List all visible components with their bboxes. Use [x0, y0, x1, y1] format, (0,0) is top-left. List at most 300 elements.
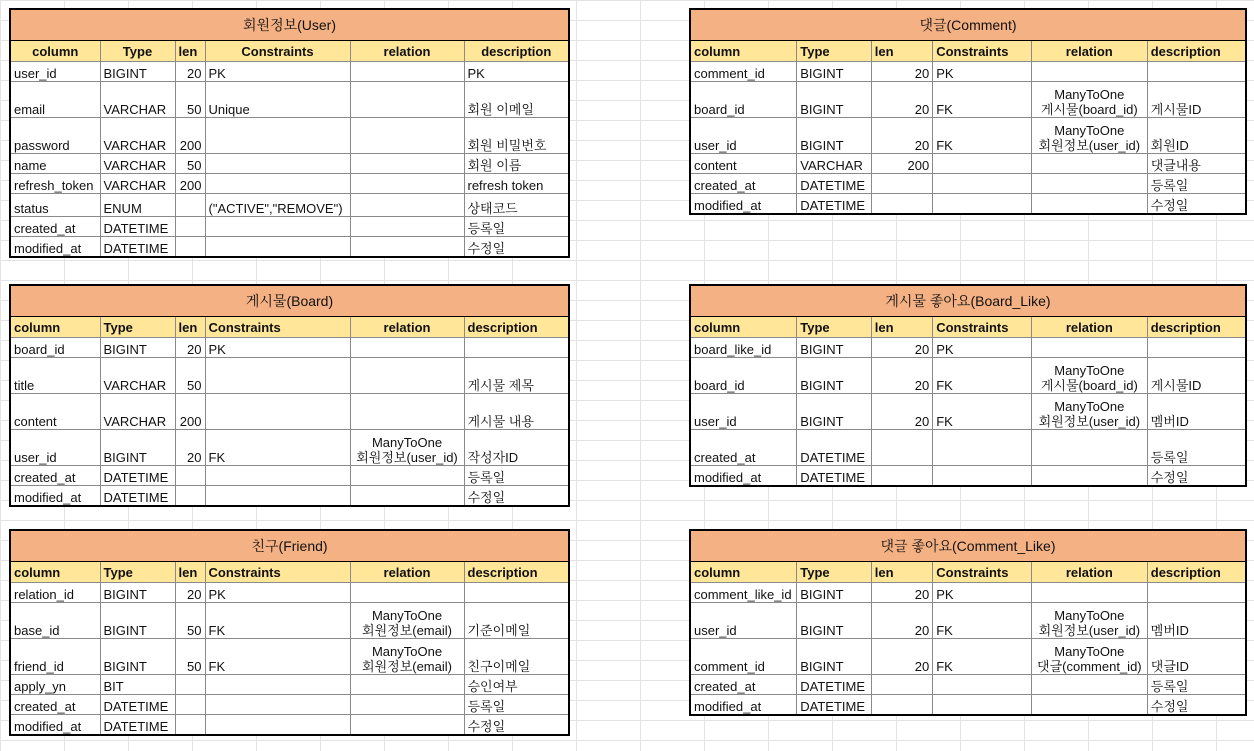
relation-target: 회원정보(user_id) [1038, 138, 1141, 153]
cell-len[interactable] [175, 194, 205, 217]
comment-like-table [689, 529, 1247, 716]
cell-constraints[interactable]: PK [933, 62, 1032, 82]
cell-description[interactable]: 회원 비밀번호 [464, 118, 569, 154]
cell-column[interactable]: user_id [690, 394, 797, 430]
cell-constraints[interactable] [205, 118, 350, 154]
cell-len[interactable]: 200 [175, 118, 205, 154]
cell-relation[interactable] [350, 394, 464, 430]
header-description[interactable]: description [464, 41, 569, 62]
cell-description[interactable]: 등록일 [464, 466, 569, 486]
cell-constraints[interactable]: FK [933, 118, 1032, 154]
table-header-row [690, 562, 1246, 583]
cell-relation[interactable] [350, 430, 464, 466]
cell-constraints[interactable]: PK [205, 583, 350, 603]
header-column[interactable]: column [690, 562, 797, 583]
cell-column[interactable]: board_id [690, 358, 797, 394]
cell-len[interactable]: 20 [175, 583, 205, 603]
cell-column[interactable]: title [10, 358, 100, 394]
cell-relation[interactable] [1031, 394, 1147, 430]
header-len[interactable]: len [871, 562, 932, 583]
cell-description[interactable]: 기준이메일 [464, 603, 569, 639]
user-table [9, 8, 570, 258]
cell-constraints[interactable] [933, 194, 1032, 215]
table-row [10, 603, 569, 639]
table-row [10, 486, 569, 507]
cell-constraints[interactable] [205, 486, 350, 507]
friend-table [9, 529, 570, 736]
cell-constraints[interactable] [205, 394, 350, 430]
cell-constraints[interactable] [205, 358, 350, 394]
cell-column[interactable]: created_at [10, 466, 100, 486]
cell-type[interactable]: BIGINT [100, 338, 175, 358]
cell-description[interactable]: 회원 이름 [464, 154, 569, 174]
cell-column[interactable]: content [10, 394, 100, 430]
cell-relation[interactable] [350, 62, 464, 82]
cell-relation[interactable] [350, 675, 464, 695]
cell-len[interactable]: 20 [871, 338, 932, 358]
header-column[interactable]: column [10, 562, 100, 583]
table-row [10, 237, 569, 258]
cell-len[interactable]: 20 [871, 118, 932, 154]
cell-relation[interactable] [350, 82, 464, 118]
cell-column[interactable]: user_id [690, 603, 797, 639]
cell-description[interactable]: 등록일 [464, 695, 569, 715]
header-column[interactable]: column [10, 41, 100, 62]
header-type[interactable]: Type [100, 317, 175, 338]
cell-len[interactable] [871, 174, 932, 194]
cell-len[interactable]: 50 [175, 82, 205, 118]
cell-relation[interactable] [350, 118, 464, 154]
cell-column[interactable]: comment_like_id [690, 583, 797, 603]
cell-len[interactable]: 20 [871, 394, 932, 430]
cell-relation[interactable] [350, 603, 464, 639]
relation-type: ManyToOne [1054, 123, 1125, 138]
cell-relation[interactable] [350, 639, 464, 675]
cell-relation[interactable] [1031, 695, 1147, 716]
cell-description[interactable]: 게시물 내용 [464, 394, 569, 430]
cell-relation[interactable] [350, 715, 464, 736]
table-header-row [690, 41, 1246, 62]
cell-column[interactable]: board_id [690, 82, 797, 118]
cell-constraints[interactable]: ("ACTIVE","REMOVE") [205, 194, 350, 217]
header-type[interactable]: Type [797, 317, 872, 338]
header-constraints[interactable]: Constraints [205, 562, 350, 583]
cell-description[interactable]: refresh token [464, 174, 569, 194]
cell-len[interactable]: 200 [871, 154, 932, 174]
cell-description[interactable]: 수정일 [1147, 695, 1246, 716]
cell-len[interactable]: 50 [175, 639, 205, 675]
cell-description[interactable]: 게시물 제목 [464, 358, 569, 394]
cell-description[interactable]: 수정일 [464, 486, 569, 507]
cell-type[interactable]: ENUM [100, 194, 175, 217]
cell-constraints[interactable]: FK [933, 639, 1032, 675]
cell-len[interactable]: 20 [871, 639, 932, 675]
header-relation[interactable]: relation [1031, 317, 1147, 338]
cell-column[interactable]: user_id [10, 62, 100, 82]
cell-relation[interactable] [1031, 639, 1147, 675]
cell-column[interactable]: refresh_token [10, 174, 100, 194]
cell-description[interactable] [464, 338, 569, 358]
table-row [690, 466, 1246, 487]
cell-type[interactable]: BIGINT [100, 583, 175, 603]
cell-constraints[interactable] [933, 466, 1032, 487]
cell-relation[interactable] [350, 174, 464, 194]
cell-constraints[interactable] [205, 675, 350, 695]
board-like-table [689, 284, 1247, 487]
cell-description[interactable]: 상태코드 [464, 194, 569, 217]
cell-column[interactable]: modified_at [10, 715, 100, 736]
relation-type: ManyToOne [371, 644, 443, 659]
cell-len[interactable]: 50 [175, 154, 205, 174]
cell-type[interactable]: DATETIME [100, 237, 175, 258]
table-row [10, 675, 569, 695]
table-title[interactable]: 회원정보(User) [10, 9, 569, 41]
cell-description[interactable] [1147, 62, 1246, 82]
header-type[interactable]: Type [100, 41, 175, 62]
cell-constraints[interactable] [205, 174, 350, 194]
cell-type[interactable]: BIGINT [100, 62, 175, 82]
cell-len[interactable] [175, 466, 205, 486]
relation-type: ManyToOne [1054, 644, 1125, 659]
relation-type: ManyToOne [1054, 363, 1125, 378]
cell-relation[interactable] [1031, 174, 1147, 194]
table-row [690, 194, 1246, 215]
cell-column[interactable]: board_like_id [690, 338, 797, 358]
header-relation[interactable]: relation [350, 562, 464, 583]
cell-type[interactable]: VARCHAR [797, 154, 872, 174]
cell-relation[interactable] [350, 466, 464, 486]
cell-relation[interactable] [1031, 154, 1147, 174]
cell-constraints[interactable]: Unique [205, 82, 350, 118]
cell-type[interactable]: VARCHAR [100, 82, 175, 118]
cell-description[interactable]: 게시물ID [1147, 82, 1246, 118]
cell-type[interactable]: BIGINT [797, 639, 872, 675]
cell-type[interactable]: VARCHAR [100, 154, 175, 174]
cell-constraints[interactable]: PK [933, 338, 1032, 358]
cell-type[interactable]: BIGINT [797, 62, 872, 82]
cell-column[interactable]: modified_at [690, 695, 797, 716]
table-title[interactable]: 게시물 좋아요(Board_Like) [690, 285, 1246, 317]
header-constraints[interactable]: Constraints [205, 317, 350, 338]
cell-relation[interactable] [350, 217, 464, 237]
cell-constraints[interactable] [205, 154, 350, 174]
relation-target: 회원정보(user_id) [1038, 414, 1141, 429]
cell-column[interactable]: comment_id [690, 639, 797, 675]
cell-len[interactable] [175, 675, 205, 695]
cell-column[interactable]: apply_yn [10, 675, 100, 695]
cell-type[interactable]: BIGINT [797, 82, 872, 118]
cell-column[interactable]: board_id [10, 338, 100, 358]
header-description[interactable]: description [464, 562, 569, 583]
cell-relation[interactable] [350, 486, 464, 507]
cell-description[interactable]: 수정일 [1147, 194, 1246, 215]
table-title[interactable]: 게시물(Board) [10, 285, 569, 317]
header-type[interactable]: Type [797, 41, 872, 62]
cell-constraints[interactable] [933, 430, 1032, 466]
cell-description[interactable]: 댓글내용 [1147, 154, 1246, 174]
cell-constraints[interactable] [205, 695, 350, 715]
cell-column[interactable]: modified_at [690, 194, 797, 215]
cell-relation[interactable] [350, 154, 464, 174]
header-len[interactable]: len [175, 562, 205, 583]
cell-relation[interactable] [1031, 466, 1147, 487]
cell-relation[interactable] [1031, 430, 1147, 466]
header-column[interactable]: column [10, 317, 100, 338]
cell-description[interactable]: 등록일 [1147, 675, 1246, 695]
cell-len[interactable] [175, 217, 205, 237]
cell-column[interactable]: created_at [690, 174, 797, 194]
cell-type[interactable]: VARCHAR [100, 118, 175, 154]
cell-len[interactable] [175, 486, 205, 507]
comment-table [689, 8, 1247, 215]
header-description[interactable]: description [1147, 317, 1246, 338]
table-row [690, 62, 1246, 82]
cell-description[interactable]: 멤버ID [1147, 394, 1246, 430]
cell-description[interactable]: 회원 이메일 [464, 82, 569, 118]
cell-relation[interactable] [1031, 603, 1147, 639]
cell-type[interactable]: DATETIME [797, 430, 872, 466]
cell-type[interactable]: BIGINT [797, 394, 872, 430]
table-row [10, 154, 569, 174]
table-title[interactable]: 댓글(Comment) [690, 9, 1246, 41]
table-row [690, 174, 1246, 194]
table-row [10, 358, 569, 394]
cell-description[interactable]: 수정일 [464, 715, 569, 736]
table-row [10, 217, 569, 237]
cell-constraints[interactable] [933, 675, 1032, 695]
cell-constraints[interactable] [205, 466, 350, 486]
cell-type[interactable]: BIGINT [100, 639, 175, 675]
table-row [10, 466, 569, 486]
header-constraints[interactable]: Constraints [205, 41, 350, 62]
cell-relation[interactable] [350, 583, 464, 603]
cell-type[interactable]: DATETIME [797, 174, 872, 194]
relation-type: ManyToOne [1054, 87, 1125, 102]
cell-relation[interactable] [1031, 62, 1147, 82]
header-constraints[interactable]: Constraints [933, 41, 1032, 62]
cell-type[interactable]: BIGINT [100, 603, 175, 639]
cell-len[interactable]: 20 [871, 358, 932, 394]
cell-constraints[interactable] [205, 237, 350, 258]
cell-len[interactable]: 50 [175, 603, 205, 639]
cell-type[interactable]: DATETIME [100, 486, 175, 507]
cell-type[interactable]: BIGINT [797, 583, 872, 603]
cell-constraints[interactable] [933, 154, 1032, 174]
table-row [10, 62, 569, 82]
cell-len[interactable]: 20 [871, 82, 932, 118]
header-constraints[interactable]: Constraints [933, 317, 1032, 338]
table-row [690, 603, 1246, 639]
cell-column[interactable]: relation_id [10, 583, 100, 603]
cell-len[interactable]: 50 [175, 358, 205, 394]
header-relation[interactable]: relation [1031, 562, 1147, 583]
cell-description[interactable]: 회원ID [1147, 118, 1246, 154]
cell-column[interactable]: status [10, 194, 100, 217]
cell-type[interactable]: DATETIME [797, 695, 872, 716]
cell-relation[interactable] [1031, 675, 1147, 695]
cell-relation[interactable] [1031, 338, 1147, 358]
cell-description[interactable] [1147, 583, 1246, 603]
cell-constraints[interactable] [205, 217, 350, 237]
header-len[interactable]: len [871, 317, 932, 338]
header-constraints[interactable]: Constraints [933, 562, 1032, 583]
cell-type[interactable]: DATETIME [100, 695, 175, 715]
cell-column[interactable]: name [10, 154, 100, 174]
cell-column[interactable]: email [10, 82, 100, 118]
cell-len[interactable] [175, 695, 205, 715]
cell-len[interactable] [871, 194, 932, 215]
cell-relation[interactable] [1031, 118, 1147, 154]
cell-constraints[interactable]: FK [205, 639, 350, 675]
cell-description[interactable]: 친구이메일 [464, 639, 569, 675]
cell-column[interactable]: created_at [10, 695, 100, 715]
cell-len[interactable]: 20 [871, 62, 932, 82]
cell-column[interactable]: modified_at [10, 237, 100, 258]
header-description[interactable]: description [464, 317, 569, 338]
cell-type[interactable]: BIGINT [797, 118, 872, 154]
cell-relation[interactable] [350, 695, 464, 715]
cell-relation[interactable] [350, 338, 464, 358]
table-row [10, 338, 569, 358]
cell-len[interactable]: 200 [175, 174, 205, 194]
table-row [690, 639, 1246, 675]
cell-relation[interactable] [1031, 583, 1147, 603]
cell-description[interactable] [464, 583, 569, 603]
cell-constraints[interactable]: PK [933, 583, 1032, 603]
header-type[interactable]: Type [797, 562, 872, 583]
header-len[interactable]: len [175, 41, 205, 62]
cell-description[interactable]: 수정일 [1147, 466, 1246, 487]
header-column[interactable]: column [690, 317, 797, 338]
cell-type[interactable]: BIGINT [797, 358, 872, 394]
cell-description[interactable]: PK [464, 62, 569, 82]
cell-type[interactable]: BIGINT [100, 430, 175, 466]
relation-target: 댓글(comment_id) [1037, 659, 1142, 674]
cell-description[interactable]: 작성자ID [464, 430, 569, 466]
cell-relation[interactable] [350, 237, 464, 258]
cell-len[interactable]: 20 [175, 430, 205, 466]
header-len[interactable]: len [175, 317, 205, 338]
cell-len[interactable] [871, 675, 932, 695]
cell-constraints[interactable]: FK [933, 394, 1032, 430]
cell-description[interactable]: 댓글ID [1147, 639, 1246, 675]
cell-relation[interactable] [1031, 194, 1147, 215]
relation-target: 게시물(board_id) [1040, 378, 1138, 393]
cell-len[interactable]: 20 [871, 603, 932, 639]
cell-column[interactable]: created_at [690, 430, 797, 466]
cell-len[interactable]: 20 [871, 583, 932, 603]
cell-constraints[interactable]: FK [933, 358, 1032, 394]
cell-constraints[interactable]: FK [933, 603, 1032, 639]
cell-type[interactable]: VARCHAR [100, 394, 175, 430]
cell-len[interactable] [175, 237, 205, 258]
cell-column[interactable]: comment_id [690, 62, 797, 82]
cell-relation[interactable] [1031, 358, 1147, 394]
cell-type[interactable]: DATETIME [100, 715, 175, 736]
cell-len[interactable] [175, 715, 205, 736]
cell-constraints[interactable]: PK [205, 338, 350, 358]
table-row [10, 394, 569, 430]
cell-column[interactable]: base_id [10, 603, 100, 639]
cell-type[interactable]: DATETIME [797, 194, 872, 215]
cell-type[interactable]: BIGINT [797, 338, 872, 358]
table-row [10, 194, 569, 217]
cell-len[interactable]: 200 [175, 394, 205, 430]
cell-constraints[interactable] [205, 715, 350, 736]
table-title[interactable]: 댓글 좋아요(Comment_Like) [690, 530, 1246, 562]
cell-len[interactable] [871, 466, 932, 487]
cell-len[interactable]: 20 [175, 338, 205, 358]
cell-type[interactable]: DATETIME [100, 217, 175, 237]
header-relation[interactable]: relation [350, 317, 464, 338]
table-header-row [10, 562, 569, 583]
cell-type[interactable]: BIGINT [797, 603, 872, 639]
cell-constraints[interactable]: FK [933, 82, 1032, 118]
cell-relation[interactable] [350, 194, 464, 217]
header-description[interactable]: description [1147, 41, 1246, 62]
cell-constraints[interactable]: FK [205, 430, 350, 466]
cell-description[interactable]: 등록일 [1147, 174, 1246, 194]
cell-len[interactable]: 20 [175, 62, 205, 82]
cell-description[interactable]: 등록일 [1147, 430, 1246, 466]
table-title[interactable]: 친구(Friend) [10, 530, 569, 562]
cell-constraints[interactable] [933, 174, 1032, 194]
header-relation[interactable]: relation [350, 41, 464, 62]
header-description[interactable]: description [1147, 562, 1246, 583]
cell-type[interactable]: BIT [100, 675, 175, 695]
table-row [690, 394, 1246, 430]
cell-description[interactable] [1147, 338, 1246, 358]
cell-description[interactable]: 게시물ID [1147, 358, 1246, 394]
cell-column[interactable]: created_at [10, 217, 100, 237]
cell-constraints[interactable] [933, 695, 1032, 716]
cell-type[interactable]: DATETIME [100, 466, 175, 486]
cell-column[interactable]: modified_at [10, 486, 100, 507]
relation-type: ManyToOne [371, 608, 443, 623]
cell-len[interactable] [871, 430, 932, 466]
header-len[interactable]: len [871, 41, 932, 62]
cell-type[interactable]: DATETIME [797, 466, 872, 487]
relation-type: ManyToOne [371, 435, 443, 450]
cell-type[interactable]: VARCHAR [100, 358, 175, 394]
cell-description[interactable]: 승인여부 [464, 675, 569, 695]
cell-len[interactable] [871, 695, 932, 716]
cell-description[interactable]: 수정일 [464, 237, 569, 258]
cell-column[interactable]: friend_id [10, 639, 100, 675]
header-column[interactable]: column [690, 41, 797, 62]
cell-column[interactable]: user_id [10, 430, 100, 466]
cell-column[interactable]: password [10, 118, 100, 154]
table-row [10, 715, 569, 736]
cell-column[interactable]: modified_at [690, 466, 797, 487]
header-relation[interactable]: relation [1031, 41, 1147, 62]
cell-constraints[interactable]: FK [205, 603, 350, 639]
header-type[interactable]: Type [100, 562, 175, 583]
cell-relation[interactable] [350, 358, 464, 394]
cell-relation[interactable] [1031, 82, 1147, 118]
cell-constraints[interactable]: PK [205, 62, 350, 82]
cell-description[interactable]: 멤버ID [1147, 603, 1246, 639]
board-table [9, 284, 570, 507]
table-row [10, 583, 569, 603]
cell-column[interactable]: content [690, 154, 797, 174]
cell-description[interactable]: 등록일 [464, 217, 569, 237]
cell-column[interactable]: user_id [690, 118, 797, 154]
cell-column[interactable]: created_at [690, 675, 797, 695]
table-row [10, 430, 569, 466]
cell-type[interactable]: DATETIME [797, 675, 872, 695]
cell-type[interactable]: VARCHAR [100, 174, 175, 194]
